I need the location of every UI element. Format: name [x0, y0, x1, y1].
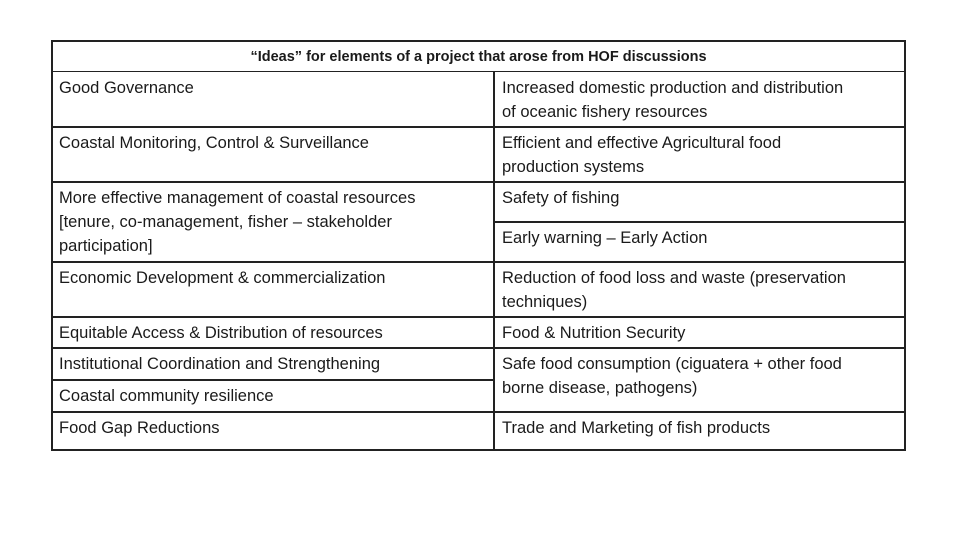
left-cell-equitable-access: Equitable Access & Distribution of resources — [59, 324, 383, 342]
table-title: “Ideas” for elements of a project that arose from HOF discussions — [53, 42, 904, 72]
row-divider — [53, 181, 493, 183]
row-divider — [495, 261, 904, 263]
row-divider — [53, 126, 493, 128]
right-cell-early-warning: Early warning – Early Action — [502, 229, 708, 247]
row-divider — [495, 126, 904, 128]
row-divider — [53, 347, 493, 349]
row-divider — [495, 181, 904, 183]
row-divider — [495, 221, 904, 223]
row-divider — [53, 411, 493, 413]
left-cell-coastal-resources-management: More effective management of coastal resources [tenure, co-management, fisher – stakeholder participation] — [59, 189, 416, 255]
left-cell-food-gap-reductions: Food Gap Reductions — [59, 419, 220, 437]
ideas-table — [51, 40, 906, 451]
right-cell-trade-marketing: Trade and Marketing of fish products — [502, 419, 771, 437]
left-cell-coastal-monitoring: Coastal Monitoring, Control & Surveillance — [59, 134, 369, 152]
row-divider — [495, 347, 904, 349]
right-cell-food-loss-reduction: Reduction of food loss and waste (preservation techniques) — [502, 269, 846, 311]
row-divider — [53, 316, 493, 318]
right-cell-food-nutrition-security: Food & Nutrition Security — [502, 324, 686, 342]
left-cell-good-governance: Good Governance — [59, 79, 194, 97]
right-cell-domestic-production: Increased domestic production and distribution of oceanic fishery resources — [502, 79, 844, 121]
right-cell-agricultural-systems: Efficient and effective Agricultural food production systems — [502, 134, 782, 176]
row-divider — [495, 316, 904, 318]
row-divider — [53, 261, 493, 263]
left-cell-economic-development: Economic Development & commercialization — [59, 269, 386, 287]
right-cell-safe-food-consumption: Safe food consumption (ciguatera + other food borne disease, pathogens) — [502, 355, 842, 397]
right-cell-safety-of-fishing: Safety of fishing — [502, 189, 620, 207]
left-cell-coastal-resilience: Coastal community resilience — [59, 387, 274, 405]
row-divider — [53, 379, 493, 381]
row-divider — [495, 411, 904, 413]
left-cell-institutional-coordination: Institutional Coordination and Strengthening — [59, 355, 381, 373]
